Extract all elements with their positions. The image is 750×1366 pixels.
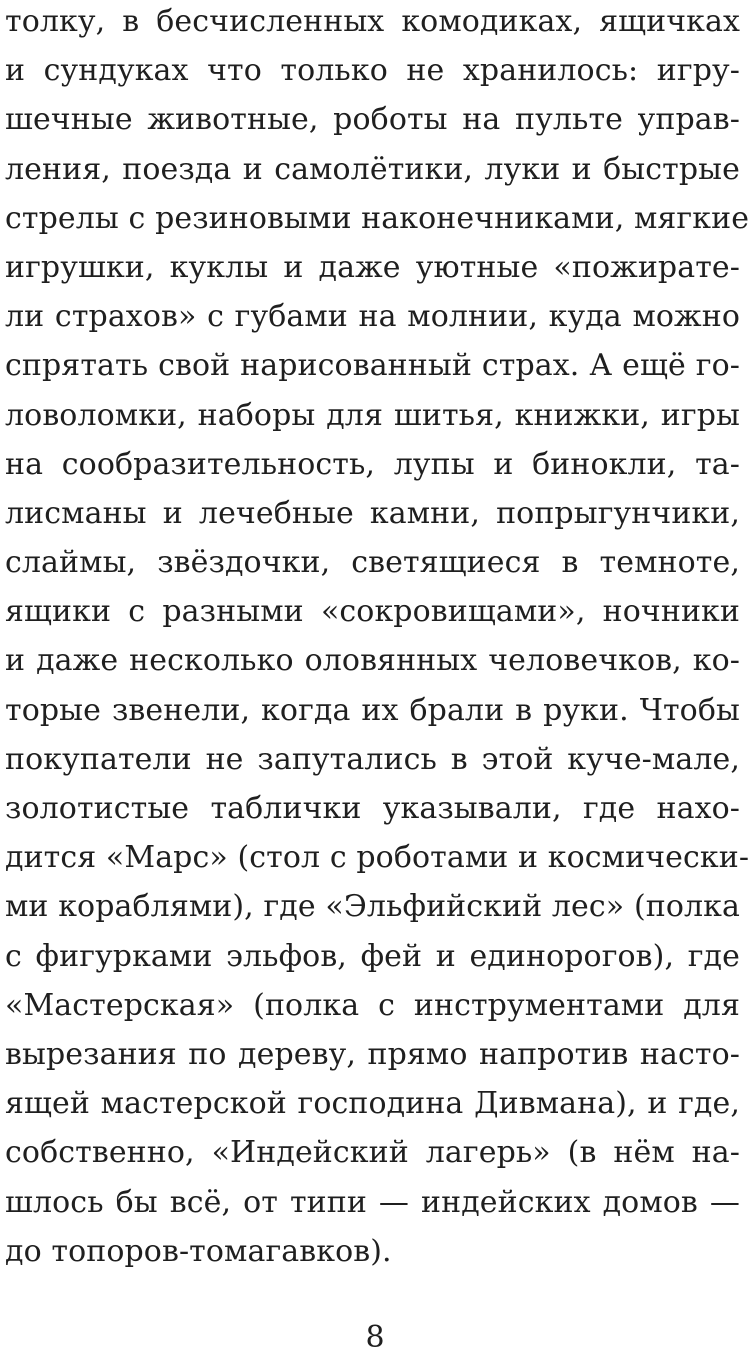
text-line: ли страхов» с губами на молнии, куда можно <box>5 299 740 335</box>
text-line: торые звенели, когда их брали в руки. Чтобы <box>5 692 740 728</box>
text-line: собственно, «Индейский лагерь» (в нём на- <box>5 1135 740 1171</box>
text-line: золотистые таблички указывали, где нахо- <box>5 791 740 826</box>
text-line: толку, в бесчисленных комодиках, ящичках <box>5 4 740 39</box>
text-line: и сундуках что только не хранилось: игру- <box>5 53 740 89</box>
text-line: и даже несколько оловянных человечков, ко- <box>5 643 740 679</box>
text-line: шлось бы всё, от типи — индейских домов — <box>5 1184 740 1220</box>
text-line: стрелы с резиновыми наконечниками, мягкие <box>5 200 750 236</box>
text-line: шечные животные, роботы на пульте управ- <box>5 102 740 138</box>
text-line: слаймы, звёздочки, светящиеся в темноте, <box>5 545 740 581</box>
body-text <box>5 0 750 1276</box>
text-line: на сообразительность, лупы и бинокли, та- <box>5 446 740 482</box>
text-line: «Мастерская» (полка с инструментами для <box>5 987 740 1023</box>
text-line: спрятать свой нарисованный страх. А ещё го- <box>5 348 740 384</box>
text-line: дится «Марс» (стол с роботами и космически- <box>5 840 750 876</box>
text-line: ления, поезда и самолётики, луки и быстрые <box>5 151 740 187</box>
page-number: 8 <box>365 1320 385 1355</box>
text-line: с фигурками эльфов, фей и единорогов), где <box>5 938 740 974</box>
text-line: лисманы и лечебные камни, попрыгунчики, <box>5 495 740 531</box>
text-line: ящики с разными «сокровищами», ночники <box>5 594 740 630</box>
text-line: ми кораблями), где «Эльфийский лес» (полка <box>5 889 740 925</box>
text-line: игрушки, куклы и даже уютные «пожирате- <box>5 249 740 285</box>
text-line-last: до топоров-томагавков). <box>5 1233 392 1269</box>
text-line: вырезания по дереву, прямо напротив насто- <box>5 1036 740 1072</box>
text-line: ловоломки, наборы для шитья, книжки, игры <box>5 397 740 433</box>
text-line: покупатели не запутались в этой куче-мале, <box>5 741 740 777</box>
text-line: ящей мастерской господина Дивмана), и где, <box>5 1086 740 1122</box>
